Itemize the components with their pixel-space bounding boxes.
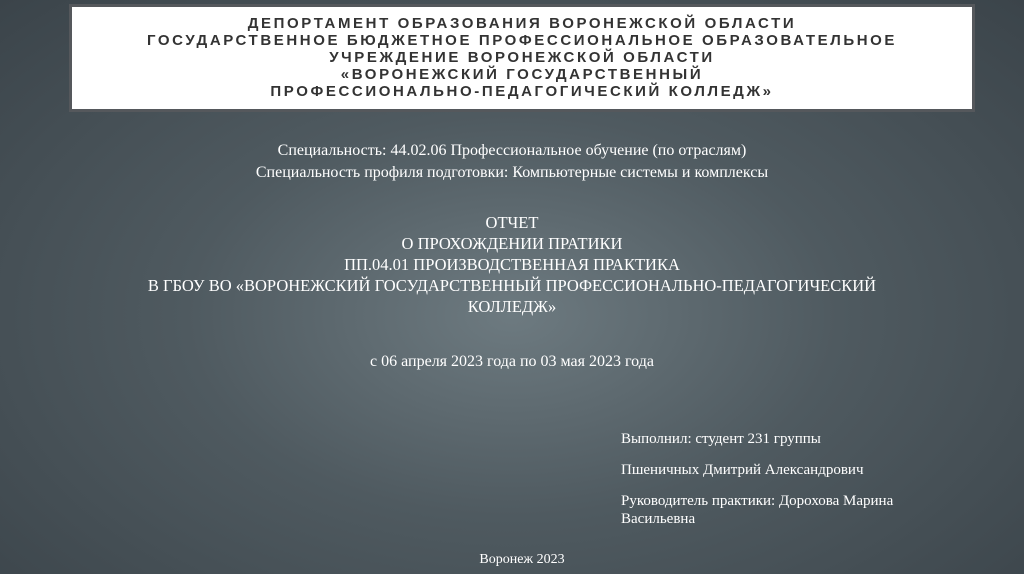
performed-by: Выполнил: студент 231 группы: [621, 431, 821, 447]
specialty-line: Специальность: 44.02.06 Профессиональное обучение (по отраслям): [277, 142, 747, 159]
header-line-college-type: ПРОФЕССИОНАЛЬНО-ПЕДАГОГИЧЕСКИЙ КОЛЛЕДЖ»: [270, 82, 774, 100]
header-box: [69, 4, 975, 112]
supervisor-line-cont: Васильевна: [621, 511, 696, 527]
report-title-block: [0, 212, 1024, 317]
supervisor: [621, 492, 961, 528]
specialty-profile-line: Специальность профиля подготовки: Компьютерные системы и комплексы: [255, 164, 769, 181]
report-organization: В ГБОУ ВО «ВОРОНЕЖСКИЙ ГОСУДАРСТВЕННЫЙ ПРОФЕССИОНАЛЬНО-ПЕДАГОГИЧЕСКИЙ: [147, 276, 877, 295]
report-practice-code: ПП.04.01 ПРОИЗВОДСТВЕННАЯ ПРАКТИКА: [344, 255, 680, 274]
header-line-region: УЧРЕЖДЕНИЕ ВОРОНЕЖСКОЙ ОБЛАСТИ: [329, 48, 715, 66]
author-block: [621, 430, 961, 528]
specialty-block: [0, 140, 1024, 184]
header-line-institution: ГОСУДАРСТВЕННОЕ БЮДЖЕТНОЕ ПРОФЕССИОНАЛЬНОЕ ОБРАЗОВАТЕЛЬНОЕ: [146, 31, 898, 49]
header-line-college-name: «ВОРОНЕЖСКИЙ ГОСУДАРСТВЕННЫЙ: [340, 65, 704, 83]
student-name: Пшеничных Дмитрий Александрович: [621, 462, 864, 478]
practice-dates: с 06 апреля 2023 года по 03 мая 2023 года: [370, 353, 654, 370]
header-line-department: ДЕПОРТАМЕНТ ОБРАЗОВАНИЯ ВОРОНЕЖСКОЙ ОБЛАСТИ: [247, 14, 797, 32]
report-subtitle: О ПРОХОЖДЕНИИ ПРАТИКИ: [401, 234, 623, 253]
city-year: Воронеж 2023: [479, 552, 565, 567]
report-organization-end: КОЛЛЕДЖ»: [467, 297, 557, 316]
supervisor-line: Руководитель практики: Дорохова Марина: [621, 493, 894, 509]
report-title: ОТЧЕТ: [485, 213, 539, 232]
